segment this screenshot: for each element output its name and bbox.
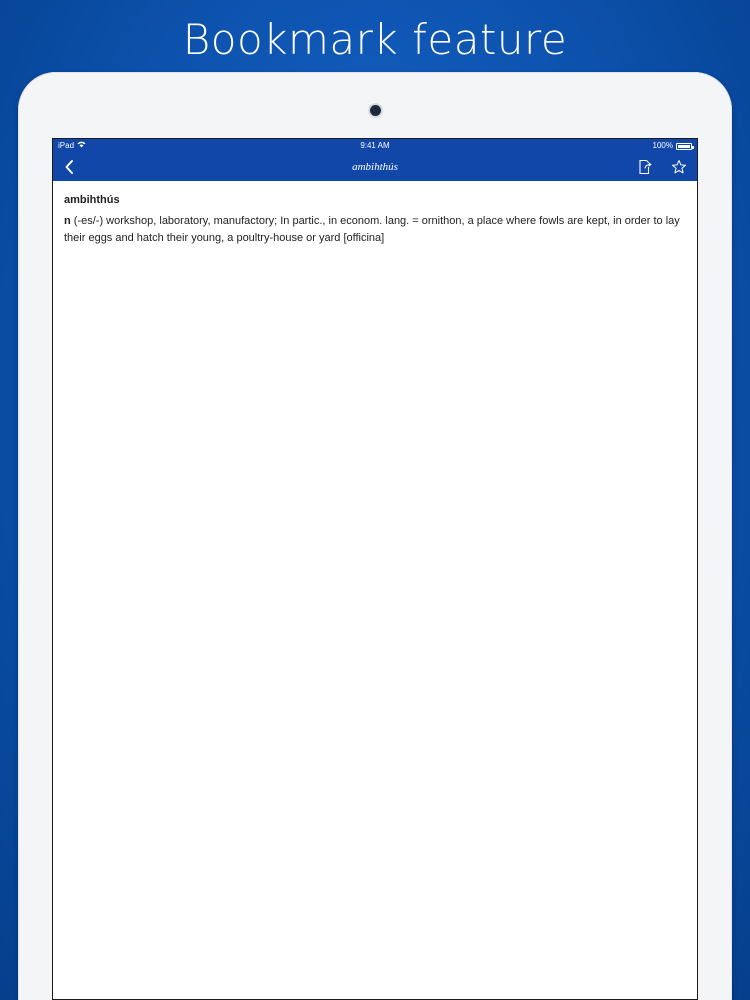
part-of-speech: n — [64, 215, 71, 227]
camera-icon — [370, 105, 381, 116]
star-icon — [671, 159, 687, 175]
ipad-frame — [18, 72, 732, 1000]
bookmark-button[interactable] — [669, 157, 689, 177]
nav-title: ambihthús — [352, 161, 398, 173]
carrier-label: iPad — [58, 141, 75, 150]
battery-icon — [676, 143, 692, 150]
promo-headline: Bookmark feature — [182, 15, 568, 64]
status-time: 9:41 AM — [360, 141, 390, 150]
share-button[interactable] — [635, 157, 655, 177]
entry-definition-block — [64, 213, 686, 247]
entry-definition: (-es/-) workshop, laboratory, manufactory; In partic., in econom. lang. = ornithon, a place where fowls are kept, in order to lay their eggs and hatch their young, a poultry-house or yard [officina] — [64, 215, 680, 244]
navigation-bar — [53, 153, 697, 181]
status-bar — [53, 139, 697, 153]
battery-percent: 100% — [652, 141, 673, 150]
share-document-icon — [637, 159, 653, 175]
app-screen — [52, 138, 698, 1000]
entry-headword: ambihthús — [64, 194, 120, 206]
entry-content — [64, 193, 686, 247]
